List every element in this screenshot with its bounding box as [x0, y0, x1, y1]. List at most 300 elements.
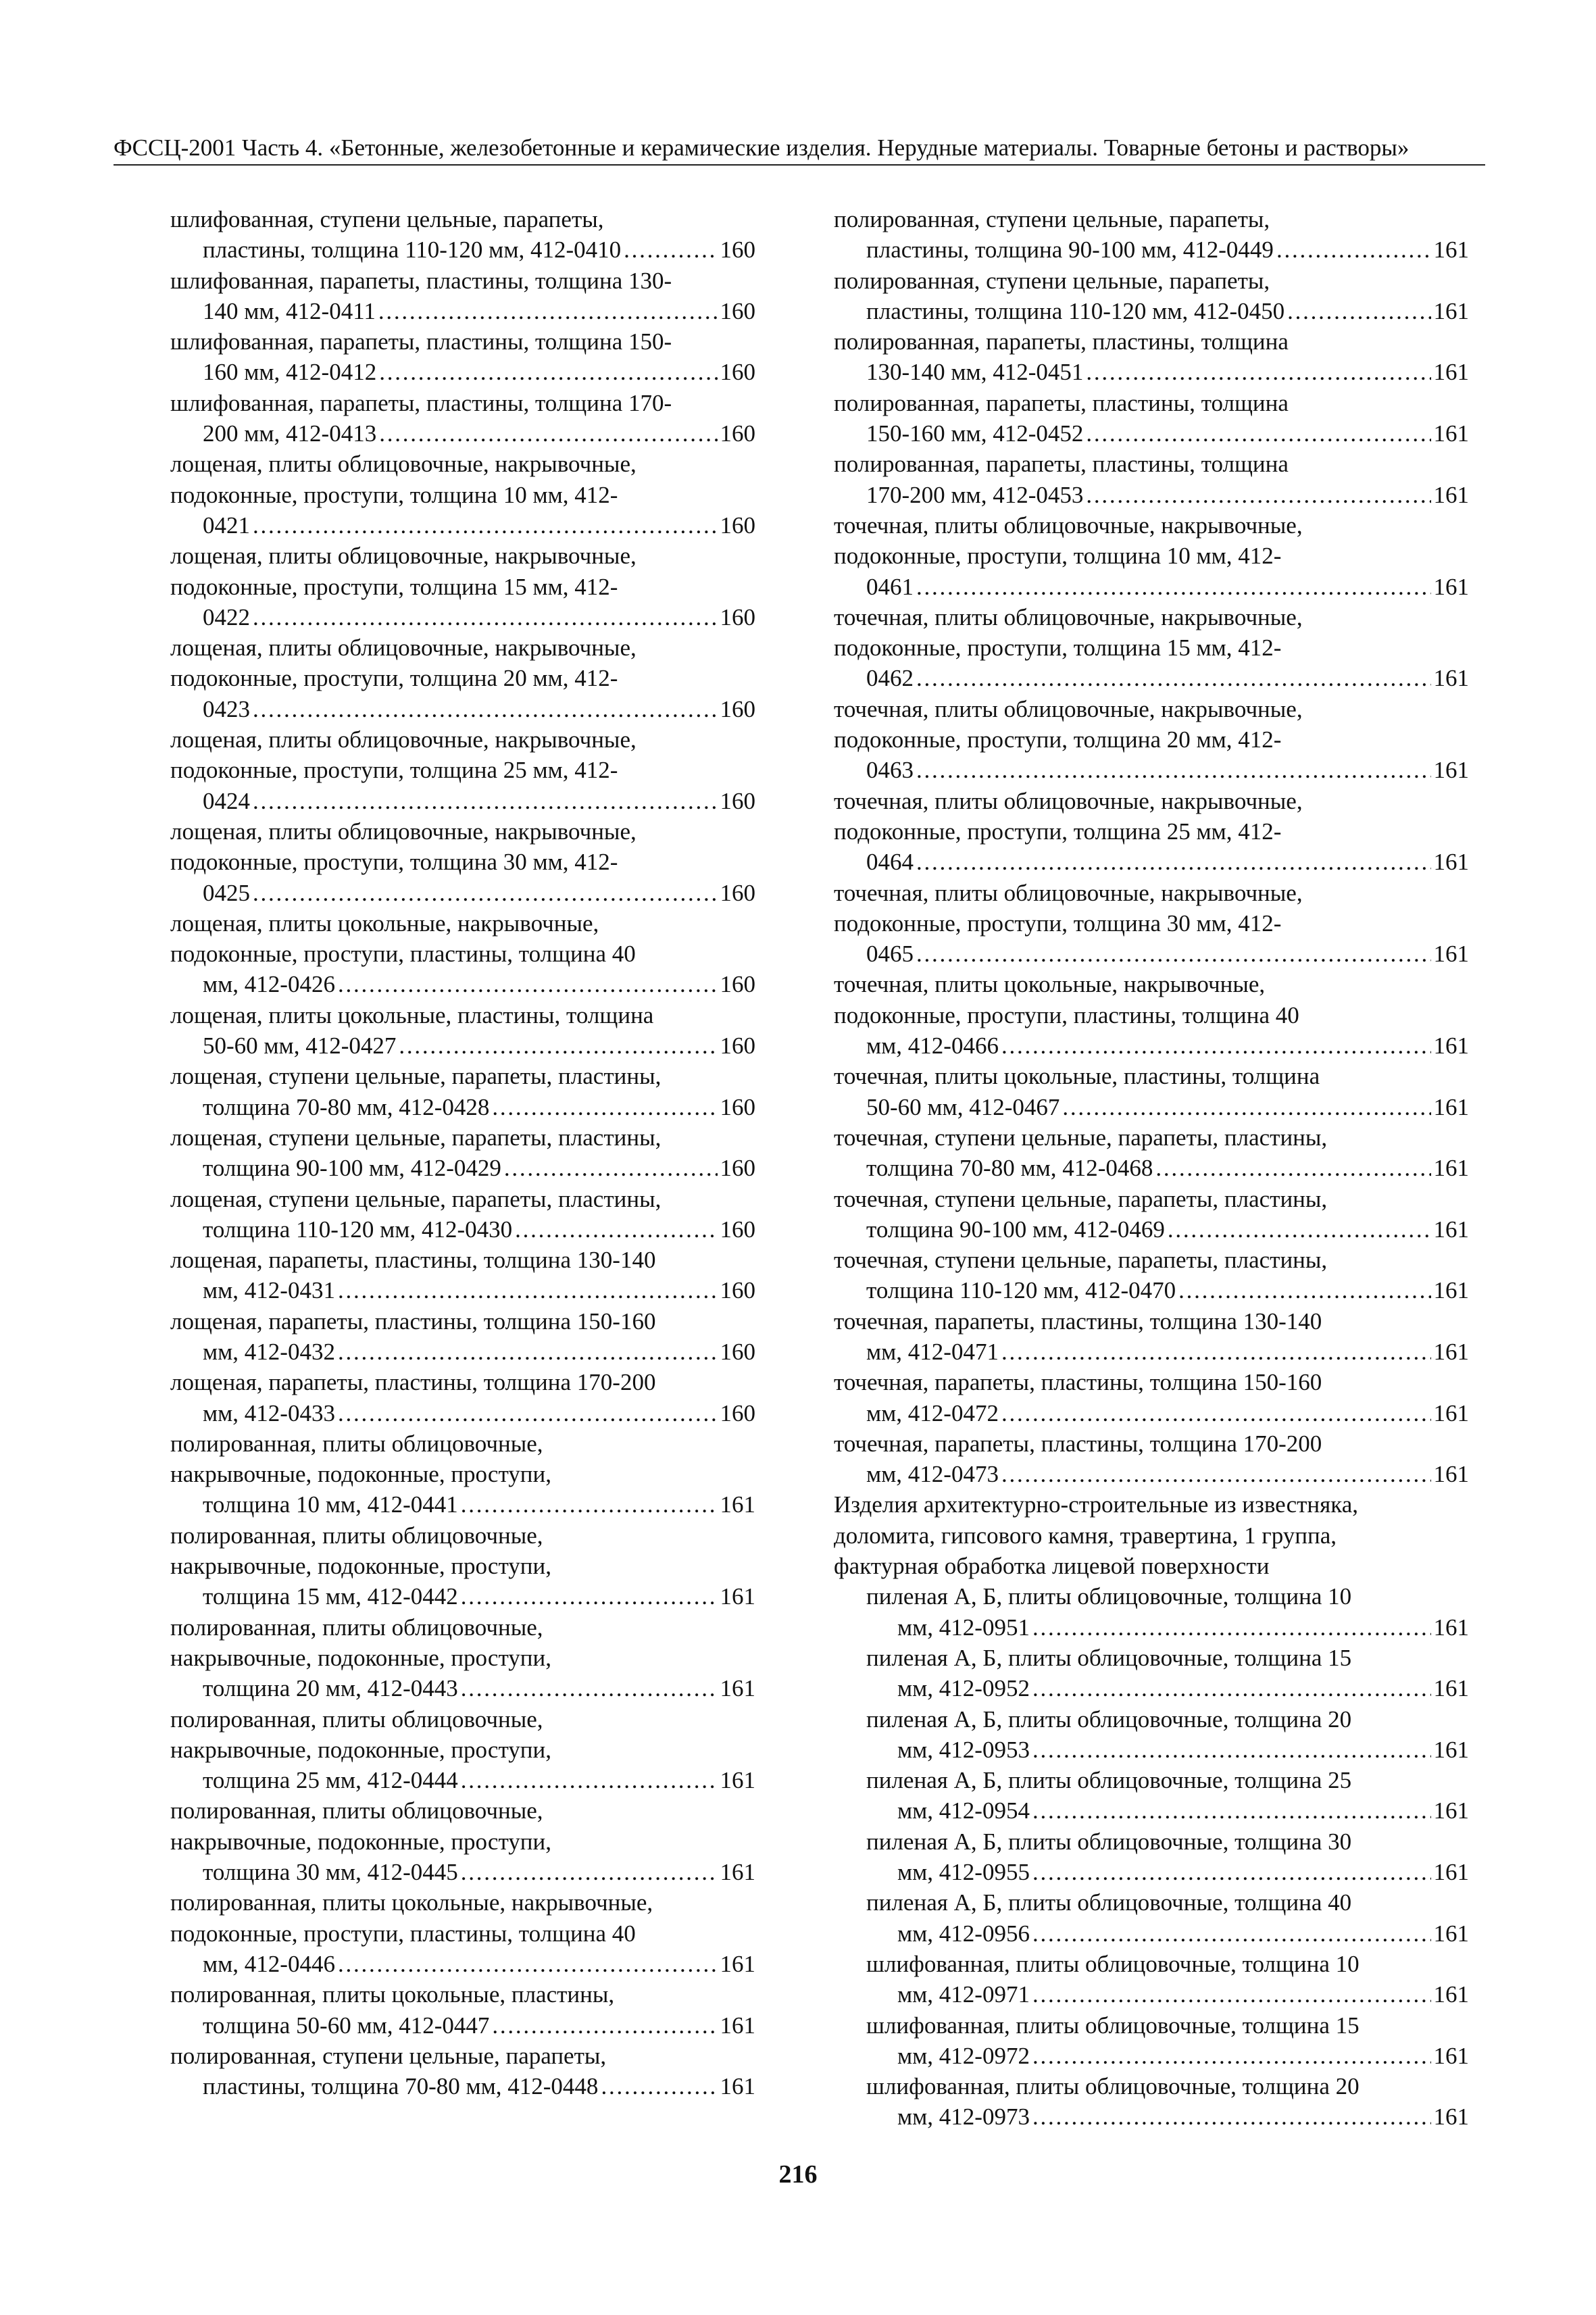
- index-entry: [170, 326, 755, 388]
- index-entry-leader-row: [866, 1459, 1469, 1489]
- index-entry-leader-row: [203, 1275, 755, 1305]
- index-entry-leader-row: [866, 1337, 1469, 1367]
- dot-leader: [1032, 1795, 1431, 1826]
- dot-leader: [1001, 1030, 1431, 1061]
- index-entry-page: 161: [720, 2012, 755, 2039]
- index-entry-leader-row: [203, 1153, 755, 1183]
- index-entry-text: подоконные, проступи, толщина 10 мм, 412-: [170, 481, 618, 508]
- index-entry-code: 0464: [866, 849, 914, 876]
- index-entry-leader-row: [203, 234, 755, 265]
- index-entry-leader-row: [203, 694, 755, 724]
- index-entry-text: полированная, парапеты, пластины, толщина: [834, 328, 1289, 355]
- index-entry: [170, 266, 755, 327]
- dot-leader: [1032, 2041, 1431, 2071]
- index-entry-page: 160: [720, 1399, 755, 1426]
- dot-leader: [253, 786, 718, 816]
- index-entry-text: лощеная, плиты цокольные, пластины, толщина: [170, 1001, 654, 1028]
- index-entry-code: толщина 15 мм, 412-0442: [203, 1583, 458, 1610]
- index-entry-text: лощеная, парапеты, пластины, толщина 130-140: [170, 1247, 656, 1274]
- index-entry: [834, 2010, 1469, 2072]
- index-entry: [834, 1887, 1469, 1949]
- index-entry-text: шлифованная, плиты облицовочные, толщина 10: [866, 1950, 1360, 1977]
- index-entry-text: подоконные, проступи, толщина 30 мм, 412-: [834, 910, 1282, 937]
- index-entry-leader-row: [866, 234, 1469, 265]
- index-entry: [834, 1826, 1469, 1888]
- index-entry-page: 160: [720, 603, 755, 630]
- index-entry-leader-row: [897, 1918, 1469, 1949]
- index-entry-page: 161: [1433, 1093, 1469, 1120]
- dot-leader: [624, 234, 717, 265]
- index-entry-code: толщина 20 мм, 412-0443: [203, 1675, 458, 1702]
- dot-leader: [601, 2071, 717, 2101]
- index-entry: [170, 204, 755, 266]
- index-entry: [170, 449, 755, 541]
- index-entry-text: точечная, парапеты, пластины, толщина 150-160: [834, 1369, 1322, 1396]
- dot-leader: [338, 969, 718, 999]
- index-entry-page: 161: [1433, 237, 1469, 264]
- index-entry-page: 161: [1433, 1920, 1469, 1947]
- index-entry-page: 160: [720, 879, 755, 906]
- index-entry: [834, 1704, 1469, 1766]
- index-entry-text: пиленая А, Б, плиты облицовочные, толщина 25: [866, 1767, 1352, 1794]
- index-entry: [834, 969, 1469, 1061]
- index-entry-code: мм, 412-0955: [897, 1859, 1030, 1886]
- index-entry-page: 161: [1433, 1277, 1469, 1304]
- index-entry-text: точечная, плиты облицовочные, накрывочные,: [834, 787, 1303, 814]
- index-entry-leader-row: [897, 2101, 1469, 2132]
- index-entry-leader-row: [203, 1949, 755, 1979]
- index-entry-code: мм, 412-0472: [866, 1399, 999, 1426]
- index-entry-code: толщина 90-100 мм, 412-0469: [866, 1216, 1165, 1243]
- index-entry: [170, 816, 755, 908]
- index-column-right: [834, 204, 1469, 2133]
- index-entry-page: 161: [1433, 1461, 1469, 1488]
- running-header: ФССЦ-2001 Часть 4. «Бетонные, железобетонные и керамические изделия. Нерудные материалы. Товарные бетоны и растворы»: [114, 132, 1485, 166]
- index-entry-text: накрывочные, подоконные, проступи,: [170, 1553, 551, 1580]
- index-entry-text: накрывочные, подоконные, проступи,: [170, 1644, 551, 1671]
- dot-leader: [253, 510, 718, 541]
- index-entry-code: 0463: [866, 757, 914, 784]
- dot-leader: [253, 694, 718, 724]
- index-entry-page: 160: [720, 695, 755, 722]
- index-entry-page: 161: [1433, 1859, 1469, 1886]
- index-entry-code: мм, 412-0432: [203, 1338, 335, 1365]
- index-entry-text: лощеная, плиты облицовочные, накрывочные,: [170, 543, 637, 570]
- index-entry-text: шлифованная, парапеты, пластины, толщина 150-: [170, 328, 672, 355]
- dot-leader: [1032, 1918, 1431, 1949]
- index-entry-text: пиленая А, Б, плиты облицовочные, толщина 15: [866, 1644, 1352, 1671]
- dot-leader: [1086, 418, 1430, 449]
- index-entry-page: 160: [720, 512, 755, 539]
- index-entry-page: 161: [1433, 849, 1469, 876]
- index-entry-code: 0424: [203, 787, 250, 814]
- index-entry-text: полированная, плиты цокольные, пластины,: [170, 1981, 615, 2008]
- index-entry-leader-row: [897, 1979, 1469, 2010]
- index-entry-page: 161: [720, 2073, 755, 2100]
- index-entry-code: мм, 412-0973: [897, 2104, 1030, 2131]
- index-entry-leader-row: [203, 786, 755, 816]
- index-entry: [834, 449, 1469, 510]
- dot-leader: [1032, 1857, 1431, 1887]
- dot-leader: [504, 1153, 718, 1183]
- index-entry-page: 161: [1433, 1338, 1469, 1365]
- index-entry-text: шлифованная, парапеты, пластины, толщина 170-: [170, 389, 672, 416]
- index-entry-code: мм, 412-0466: [866, 1032, 999, 1060]
- index-entry-text: лощеная, плиты цокольные, накрывочные,: [170, 910, 599, 937]
- index-entry-page: 160: [720, 1277, 755, 1304]
- index-entry-code: 0423: [203, 695, 250, 722]
- index-entry-page: 161: [1433, 2042, 1469, 2069]
- index-entry-code: 160 мм, 412-0412: [203, 359, 377, 386]
- index-entry-page: 160: [720, 1338, 755, 1365]
- index-entry: [170, 1306, 755, 1368]
- index-entry: [170, 724, 755, 816]
- index-entry: [170, 1061, 755, 1122]
- index-entry-text: шлифованная, плиты облицовочные, толщина 20: [866, 2073, 1360, 2100]
- index-entry-leader-row: [866, 296, 1469, 326]
- index-entry-code: 0425: [203, 879, 250, 906]
- index-entry-text: точечная, плиты цокольные, пластины, толщина: [834, 1063, 1320, 1090]
- index-entry-code: толщина 110-120 мм, 412-0430: [203, 1216, 513, 1243]
- index-entry-text: точечная, плиты облицовочные, накрывочные,: [834, 879, 1303, 906]
- index-entry-leader-row: [866, 663, 1469, 693]
- index-entry-page: 161: [1433, 1981, 1469, 2008]
- index-entry-text: подоконные, проступи, толщина 15 мм, 412-: [834, 634, 1282, 662]
- index-entry: [834, 510, 1469, 602]
- index-entry: [834, 1245, 1469, 1306]
- index-entry-code: пластины, толщина 70-80 мм, 412-0448: [203, 2073, 599, 2100]
- index-entry-text: лощеная, плиты облицовочные, накрывочные,: [170, 818, 637, 845]
- index-entry-leader-row: [203, 1673, 755, 1703]
- index-entry-code: толщина 90-100 мм, 412-0429: [203, 1155, 501, 1182]
- index-entry-text: точечная, плиты облицовочные, накрывочные,: [834, 695, 1303, 722]
- index-entry: [170, 1979, 755, 2041]
- index-entry-page: 161: [1433, 297, 1469, 324]
- index-entry-text: полированная, парапеты, пластины, толщина: [834, 389, 1289, 416]
- index-entry-page: 161: [1433, 2104, 1469, 2131]
- index-entry-page: 160: [720, 359, 755, 386]
- index-entry-text: точечная, ступени цельные, парапеты, пластины,: [834, 1247, 1328, 1274]
- index-entry-page: 160: [720, 237, 755, 264]
- index-entry-text: подоконные, проступи, пластины, толщина 40: [170, 941, 636, 968]
- dot-leader: [1168, 1214, 1431, 1245]
- index-entry-text: точечная, ступени цельные, парапеты, пластины,: [834, 1185, 1328, 1212]
- dot-leader: [461, 1673, 718, 1703]
- index-entry-code: 0462: [866, 665, 914, 692]
- index-entry-page: 161: [1433, 1614, 1469, 1641]
- index-entry: [170, 1000, 755, 1062]
- index-entry-leader-row: [203, 1857, 755, 1887]
- index-entry-code: мм, 412-0954: [897, 1797, 1030, 1824]
- index-entry-page: 161: [1433, 1736, 1469, 1763]
- index-entry-text: лощеная, ступени цельные, парапеты, пластины,: [170, 1185, 662, 1212]
- index-entry-text: полированная, плиты облицовочные,: [170, 1706, 543, 1733]
- dot-leader: [515, 1214, 717, 1245]
- index-entry-text: шлифованная, плиты облицовочные, толщина 15: [866, 2012, 1360, 2039]
- index-entry-text: полированная, ступени цельные, парапеты,: [170, 2042, 607, 2069]
- index-entry-code: толщина 30 мм, 412-0445: [203, 1859, 458, 1886]
- index-entry-code: 50-60 мм, 412-0467: [866, 1093, 1060, 1120]
- index-entry-text: пиленая А, Б, плиты облицовочные, толщина 20: [866, 1706, 1352, 1733]
- index-entry-code: мм, 412-0473: [866, 1461, 999, 1488]
- index-entry: [170, 2041, 755, 2102]
- index-entry-page: 160: [720, 787, 755, 814]
- dot-leader: [1086, 357, 1430, 387]
- index-column-left: [170, 204, 755, 2101]
- index-entry-code: мм, 412-0471: [866, 1338, 999, 1365]
- index-entry-text: накрывочные, подоконные, проступи,: [170, 1828, 551, 1855]
- index-entry: [170, 632, 755, 724]
- index-entry-text: лощеная, парапеты, пластины, толщина 150-160: [170, 1308, 656, 1335]
- dot-leader: [461, 1857, 718, 1887]
- index-entry-code: пластины, толщина 90-100 мм, 412-0449: [866, 237, 1274, 264]
- dot-leader: [253, 878, 718, 908]
- index-entry-leader-row: [203, 1030, 755, 1061]
- index-entry-page: 160: [720, 1216, 755, 1243]
- index-entry-text: полированная, парапеты, пластины, толщина: [834, 451, 1289, 478]
- index-entry-leader-row: [866, 1030, 1469, 1061]
- index-entry-code: 50-60 мм, 412-0427: [203, 1032, 397, 1060]
- index-entry-code: мм, 412-0953: [897, 1736, 1030, 1763]
- dot-leader: [492, 1092, 717, 1122]
- index-entry-code: 170-200 мм, 412-0453: [866, 481, 1084, 508]
- index-entry-code: 130-140 мм, 412-0451: [866, 359, 1084, 386]
- index-entry-code: мм, 412-0956: [897, 1920, 1030, 1947]
- dot-leader: [1086, 480, 1430, 510]
- dot-leader: [461, 1581, 718, 1612]
- index-entry: [834, 878, 1469, 970]
- index-entry-leader-row: [897, 1735, 1469, 1765]
- index-entry-leader-row: [203, 1214, 755, 1245]
- dot-leader: [1287, 296, 1430, 326]
- dot-leader: [1178, 1275, 1430, 1305]
- index-entry-text: пиленая А, Б, плиты облицовочные, толщина 30: [866, 1828, 1352, 1855]
- index-entry-text: подоконные, проступи, толщина 10 мм, 412-: [834, 543, 1282, 570]
- index-entry: [834, 694, 1469, 786]
- index-entry-leader-row: [203, 1765, 755, 1795]
- dot-leader: [378, 296, 718, 326]
- index-entry-leader-row: [866, 1153, 1469, 1183]
- index-entry-page: 161: [720, 1767, 755, 1794]
- index-entry-page: 161: [720, 1950, 755, 1977]
- dot-leader: [1001, 1337, 1431, 1367]
- index-entry: [834, 1122, 1469, 1184]
- index-entry: [834, 786, 1469, 878]
- index-entry-page: 161: [1433, 941, 1469, 968]
- index-entry-text: пиленая А, Б, плиты облицовочные, толщина 10: [866, 1583, 1352, 1610]
- index-entry: [170, 388, 755, 449]
- dot-leader: [1032, 1979, 1431, 2010]
- index-entry-page: 161: [1433, 359, 1469, 386]
- index-entry-leader-row: [203, 296, 755, 326]
- index-entry-text: точечная, плиты облицовочные, накрывочные,: [834, 512, 1303, 539]
- index-entry-leader-row: [203, 602, 755, 632]
- index-entry-text: полированная, плиты облицовочные,: [170, 1614, 543, 1641]
- index-entry: [834, 388, 1469, 449]
- index-entry: [170, 1245, 755, 1306]
- index-entry-leader-row: [203, 1581, 755, 1612]
- index-entry-leader-row: [897, 2041, 1469, 2071]
- index-entry-leader-row: [203, 357, 755, 387]
- index-entry: [170, 1612, 755, 1704]
- dot-leader: [379, 357, 717, 387]
- index-entry-code: мм, 412-0431: [203, 1277, 335, 1304]
- index-entry-text: полированная, плиты облицовочные,: [170, 1522, 543, 1549]
- index-entry-leader-row: [203, 2010, 755, 2041]
- index-entry-leader-row: [203, 510, 755, 541]
- index-entry-page: 161: [720, 1675, 755, 1702]
- index-entry: [170, 1122, 755, 1184]
- index-entry-leader-row: [203, 418, 755, 449]
- index-entry-page: 161: [1433, 1675, 1469, 1702]
- index-entry-text: накрывочные, подоконные, проступи,: [170, 1461, 551, 1488]
- index-entry-text: лощеная, плиты облицовочные, накрывочные,: [170, 451, 637, 478]
- index-entry-text: подоконные, проступи, толщина 25 мм, 412-: [834, 818, 1282, 845]
- index-entry: [834, 1367, 1469, 1428]
- dot-leader: [461, 1489, 718, 1520]
- index-entry-text: точечная, плиты облицовочные, накрывочные,: [834, 603, 1303, 630]
- dot-leader: [338, 1949, 718, 1979]
- dot-leader: [338, 1275, 718, 1305]
- index-entry: [834, 326, 1469, 388]
- index-entry-text: лощеная, плиты облицовочные, накрывочные,: [170, 634, 637, 662]
- index-entry: [834, 1489, 1469, 1581]
- index-entry-code: толщина 70-80 мм, 412-0468: [866, 1155, 1153, 1182]
- index-entry-page: 161: [1433, 481, 1469, 508]
- dot-leader: [916, 755, 1431, 785]
- index-entry-code: мм, 412-0433: [203, 1399, 335, 1426]
- index-entry-text: подоконные, проступи, толщина 20 мм, 412-: [170, 665, 618, 692]
- dot-leader: [916, 663, 1431, 693]
- index-entry-code: мм, 412-0951: [897, 1614, 1030, 1641]
- dot-leader: [338, 1337, 718, 1367]
- index-entry-code: мм, 412-0972: [897, 2042, 1030, 2069]
- index-entry-text: накрывочные, подоконные, проступи,: [170, 1736, 551, 1763]
- index-entry-page: 161: [1433, 757, 1469, 784]
- index-entry-text: фактурная обработка лицевой поверхности: [834, 1553, 1270, 1580]
- dot-leader: [379, 418, 717, 449]
- index-entry-leader-row: [203, 969, 755, 999]
- index-entry-leader-row: [866, 939, 1469, 969]
- index-entry-text: полированная, плиты облицовочные,: [170, 1430, 543, 1457]
- index-entry: [834, 1581, 1469, 1643]
- index-entry-leader-row: [897, 1673, 1469, 1703]
- index-entry-leader-row: [897, 1612, 1469, 1643]
- dot-leader: [1001, 1459, 1431, 1489]
- dot-leader: [916, 847, 1431, 877]
- index-entry-text: полированная, ступени цельные, парапеты,: [834, 206, 1270, 232]
- index-entry-code: 0465: [866, 941, 914, 968]
- index-entry-page: 161: [1433, 1155, 1469, 1182]
- index-entry-leader-row: [866, 1398, 1469, 1428]
- dot-leader: [1032, 2101, 1431, 2132]
- index-entry-leader-row: [866, 847, 1469, 877]
- index-entry-code: 0422: [203, 603, 250, 630]
- dot-leader: [1155, 1153, 1430, 1183]
- index-entry-page: 161: [720, 1583, 755, 1610]
- index-entry-text: лощеная, ступени цельные, парапеты, пластины,: [170, 1124, 662, 1151]
- index-entry: [170, 1184, 755, 1245]
- index-entry: [834, 1306, 1469, 1368]
- index-entry-text: доломита, гипсового камня, травертина, 1 группа,: [834, 1522, 1337, 1549]
- index-entry-page: 160: [720, 1032, 755, 1060]
- dot-leader: [916, 939, 1431, 969]
- index-entry: [834, 204, 1469, 266]
- dot-leader: [1001, 1398, 1431, 1428]
- index-entry-leader-row: [203, 1489, 755, 1520]
- index-entry-code: мм, 412-0971: [897, 1981, 1030, 2008]
- index-entry-text: подоконные, проступи, толщина 15 мм, 412-: [170, 573, 618, 600]
- index-entry: [170, 1887, 755, 1979]
- index-entry-page: 160: [720, 971, 755, 998]
- index-entry-text: пиленая А, Б, плиты облицовочные, толщина 40: [866, 1889, 1352, 1916]
- index-entry-code: мм, 412-0952: [897, 1675, 1030, 1702]
- index-entry: [170, 1428, 755, 1520]
- index-entry-code: 150-160 мм, 412-0452: [866, 420, 1084, 447]
- index-entry-page: 161: [1433, 665, 1469, 692]
- index-entry-text: подоконные, проступи, толщина 25 мм, 412-: [170, 757, 618, 784]
- index-entry-code: толщина 110-120 мм, 412-0470: [866, 1277, 1176, 1304]
- index-entry: [834, 266, 1469, 327]
- index-entry-text: лощеная, плиты облицовочные, накрывочные,: [170, 726, 637, 753]
- index-entry: [170, 541, 755, 632]
- index-entry-page: 161: [1433, 1399, 1469, 1426]
- index-entry-page: 161: [720, 1491, 755, 1518]
- index-entry: [834, 1949, 1469, 2010]
- index-entry-leader-row: [866, 357, 1469, 387]
- index-entry-text: лощеная, ступени цельные, парапеты, пластины,: [170, 1063, 662, 1090]
- index-entry-page: 160: [720, 1093, 755, 1120]
- index-entry-text: точечная, ступени цельные, парапеты, пластины,: [834, 1124, 1328, 1151]
- index-entry: [170, 1704, 755, 1796]
- index-entry-page: 160: [720, 420, 755, 447]
- index-entry-text: лощеная, парапеты, пластины, толщина 170-200: [170, 1369, 656, 1396]
- index-entry-text: полированная, плиты цокольные, накрывочные,: [170, 1889, 653, 1916]
- index-entry-text: подоконные, проступи, толщина 20 мм, 412-: [834, 726, 1282, 753]
- index-entry-code: толщина 70-80 мм, 412-0428: [203, 1093, 490, 1120]
- index-entry-code: мм, 412-0446: [203, 1950, 335, 1977]
- index-entry-leader-row: [866, 480, 1469, 510]
- index-entry: [834, 1061, 1469, 1122]
- index-entry-code: 0421: [203, 512, 250, 539]
- dot-leader: [399, 1030, 717, 1061]
- index-entry-leader-row: [866, 418, 1469, 449]
- index-entry-text: Изделия архитектурно-строительные из известняка,: [834, 1491, 1358, 1518]
- index-entry-code: 140 мм, 412-0411: [203, 297, 376, 324]
- page-number: 216: [778, 2160, 818, 2189]
- index-entry-text: шлифованная, парапеты, пластины, толщина 130-: [170, 267, 672, 294]
- index-entry: [834, 602, 1469, 694]
- index-entry-leader-row: [203, 878, 755, 908]
- index-entry-leader-row: [203, 1337, 755, 1367]
- index-entry-text: шлифованная, ступени цельные, парапеты,: [170, 206, 604, 232]
- index-entry-code: толщина 25 мм, 412-0444: [203, 1767, 458, 1794]
- index-entry-leader-row: [866, 755, 1469, 785]
- index-entry-leader-row: [203, 2071, 755, 2101]
- dot-leader: [492, 2010, 717, 2041]
- index-entry-page: 161: [720, 1859, 755, 1886]
- index-entry-text: полированная, плиты облицовочные,: [170, 1797, 543, 1824]
- index-entry-leader-row: [866, 1275, 1469, 1305]
- index-entry: [834, 1765, 1469, 1826]
- index-entry-leader-row: [203, 1092, 755, 1122]
- dot-leader: [1276, 234, 1431, 265]
- index-entry: [170, 1795, 755, 1887]
- index-entry: [170, 1367, 755, 1428]
- index-entry-code: 0461: [866, 573, 914, 600]
- dot-leader: [1062, 1092, 1430, 1122]
- index-entry-leader-row: [866, 1214, 1469, 1245]
